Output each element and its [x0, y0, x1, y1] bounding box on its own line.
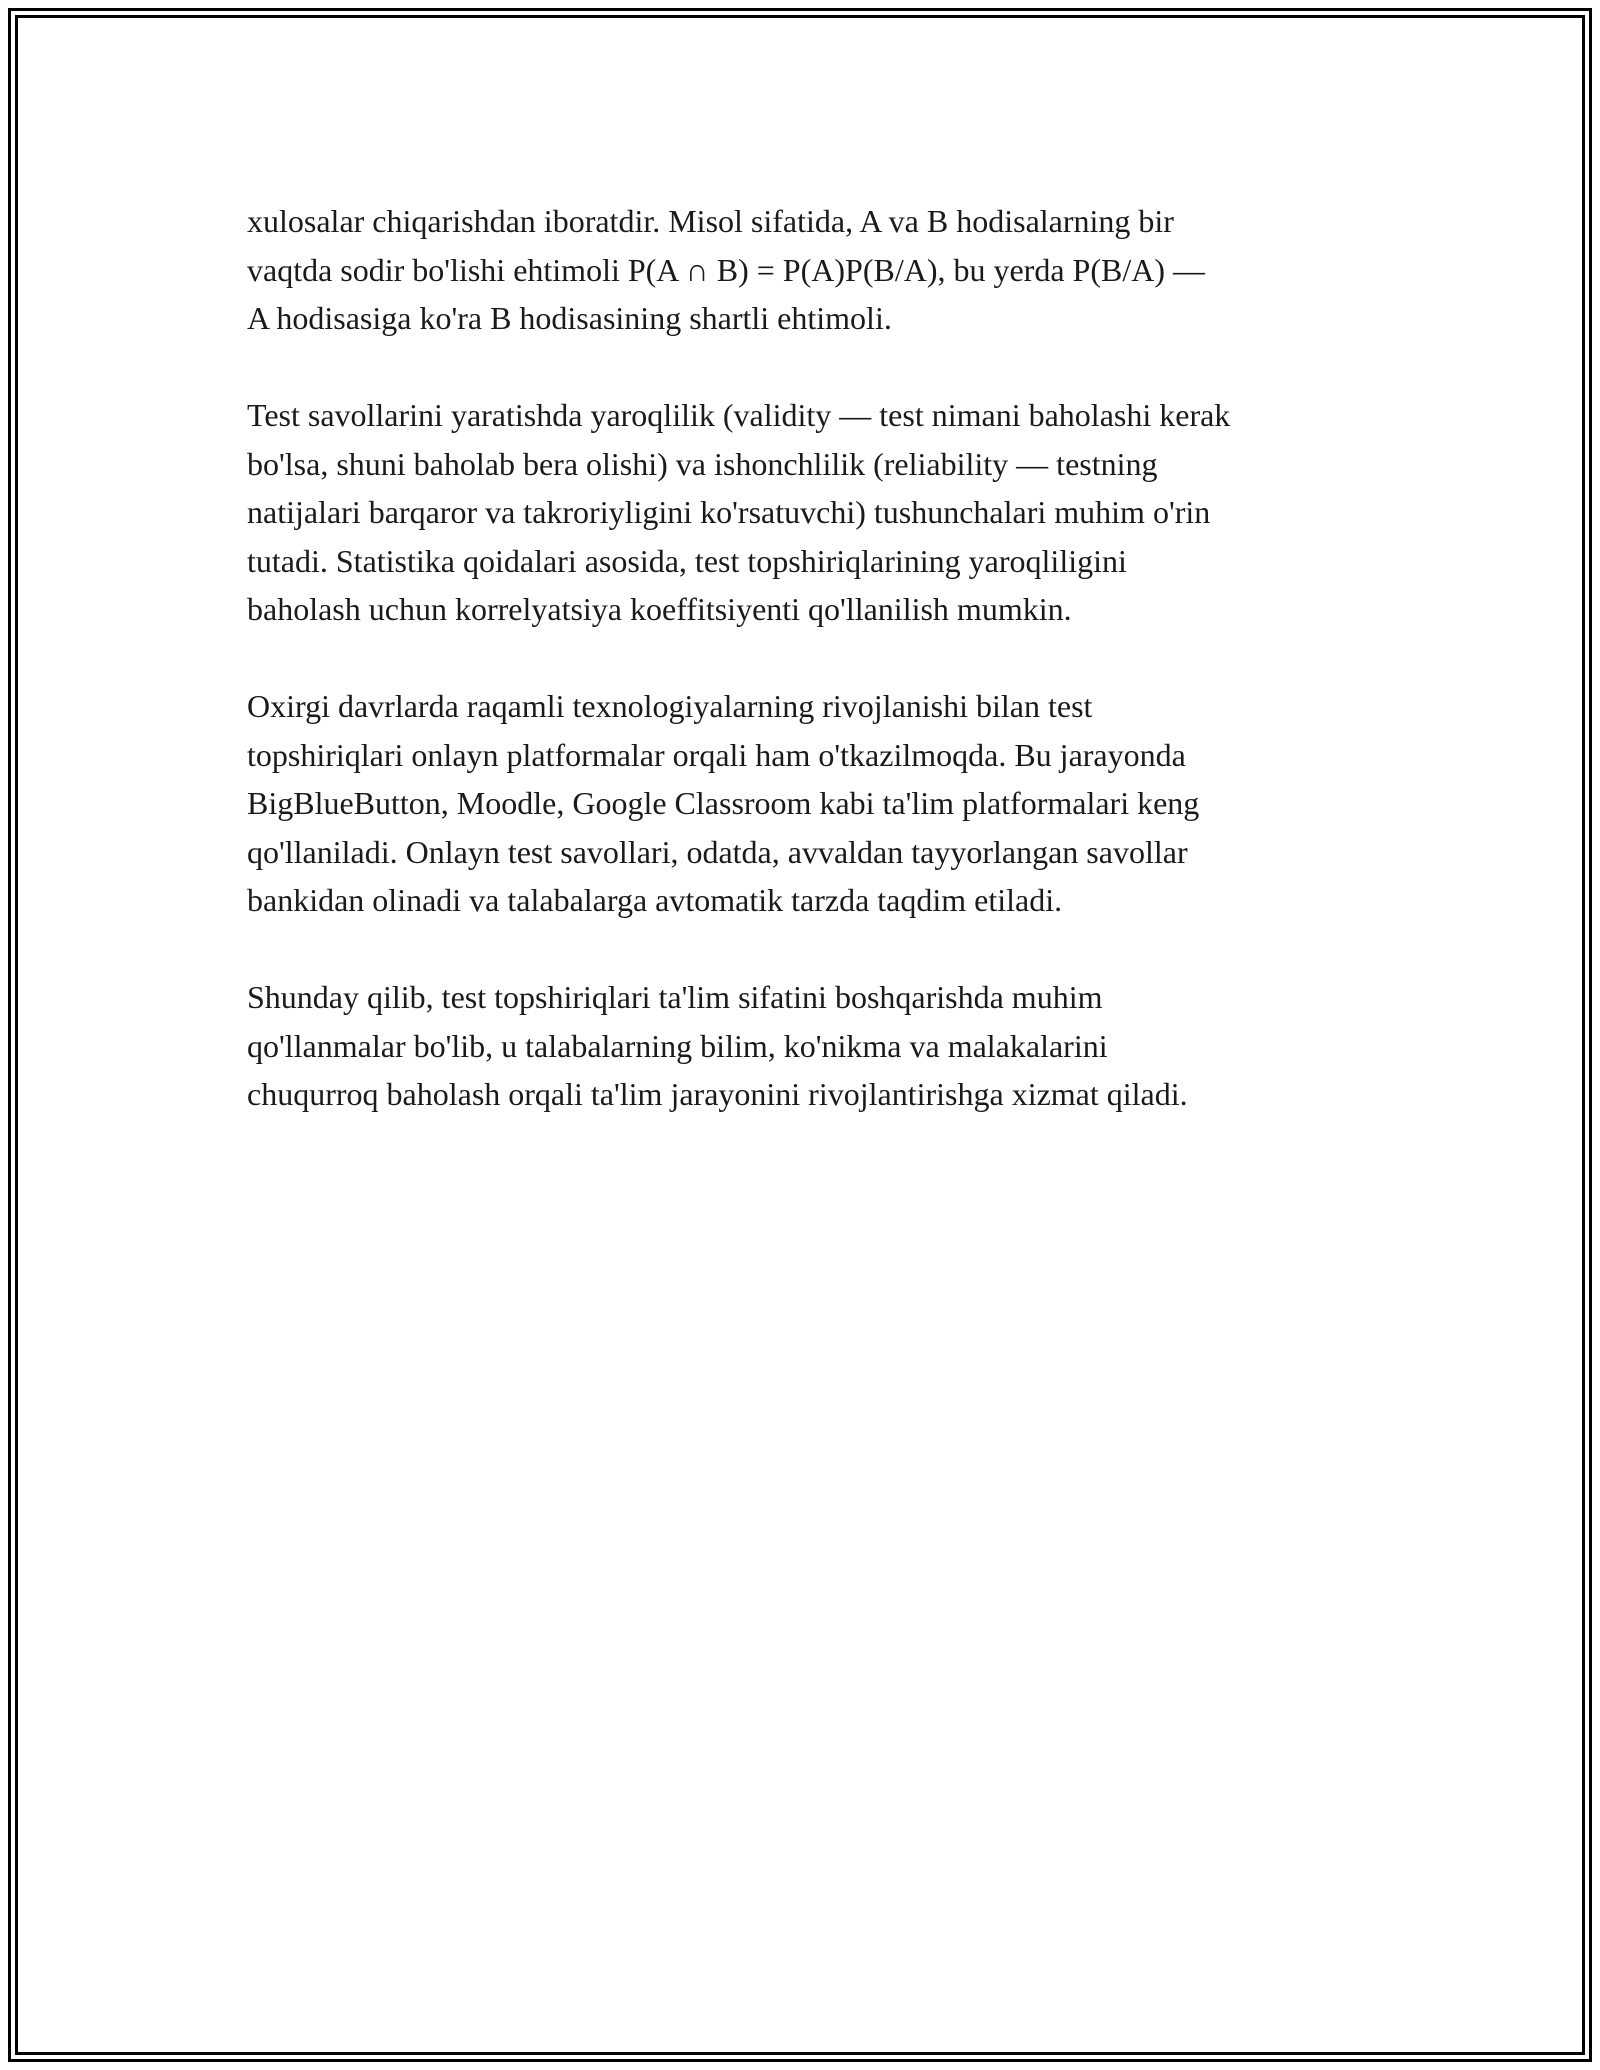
paragraph-conditional-probability: xulosalar chiqarishdan iboratdir. Misol sifatida, A va B hodisalarning bir vaqtda sodir bo'lishi ehtimoli P(A ∩ B) = P(A)P(B/A), bu yerda P(B/A) — A hodisasiga ko'ra B hodisasining shartli ehtimoli. — [247, 203, 1205, 336]
paragraph-online-platforms: Oxirgi davrlarda raqamli texnologiyalarning rivojlanishi bilan test topshiriqlari onlayn platformalar orqali ham o'tkazilmoqda. Bu jarayonda BigBlueButton, Moodle, Google Classroom kabi ta'lim platformalari keng qo'llaniladi. Onlayn test savollari, odatda, avvaldan tayyorlangan savollar bankidan olinadi va talabalarga avtomatik tarzda taqdim etiladi. — [247, 688, 1200, 918]
paragraph-conclusion: Shunday qilib, test topshiriqlari ta'lim sifatini boshqarishda muhim qo'llanmalar bo'lib, u talabalarning bilim, ko'nikma va malakalarini chuqurroq baholash orqali ta'lim jarayonini rivojlantirishga xizmat qiladi. — [247, 979, 1188, 1112]
page-frame — [8, 8, 1592, 2062]
document-body — [247, 197, 1397, 1167]
paragraph-validity-reliability: Test savollarini yaratishda yaroqlilik (validity — test nimani baholashi kerak bo'lsa, shuni baholab bera olishi) va ishonchlilik (reliability — testning natijalari barqaror va takroriyligini ko'rsatuvchi) tushunchalari muhim o'rin tutadi. Statistika qoidalari asosida, test topshiriqlarining yaroqliligini baholash uchun korrelyatsiya koeffitsiyenti qo'llanilish mumkin. — [247, 397, 1231, 627]
